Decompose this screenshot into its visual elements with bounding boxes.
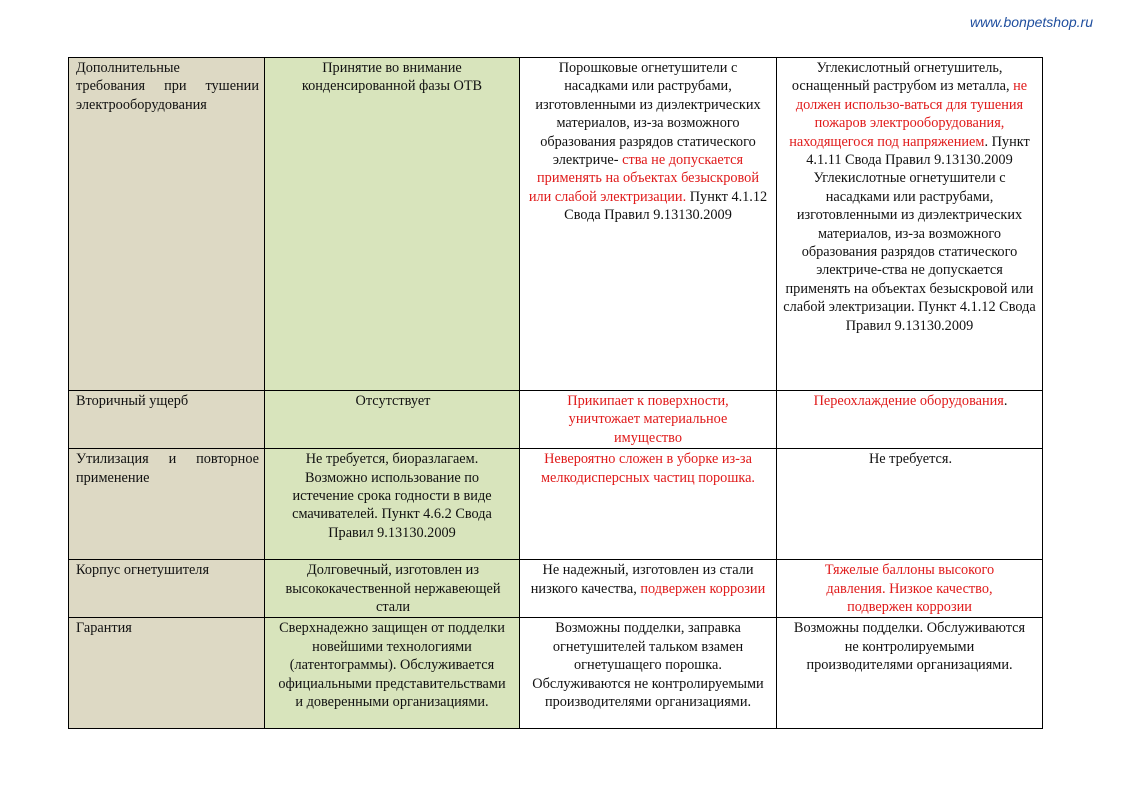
table-row bbox=[69, 618, 1043, 729]
cell-text: Возможны подделки, заправка огнетушителей тальком взамен огнетушащего порошка. Обслуживаются не контролируемыми производителями организациями. bbox=[532, 620, 764, 711]
cell-text: Не надежный, изготовлен из стали низкого качества, bbox=[530, 562, 754, 597]
cell-text-warning: Переохлаждение оборудования bbox=[813, 393, 1004, 409]
row-label-line: требования при тушении bbox=[76, 78, 259, 95]
cell-powder bbox=[520, 391, 777, 449]
cell-otv bbox=[265, 560, 520, 618]
row-label: Вторичный ущерб bbox=[76, 393, 189, 409]
cell-text: Принятие во внимание конденсированной фазы ОТВ bbox=[301, 60, 483, 95]
table-row bbox=[69, 391, 1043, 449]
cell-text: Долговечный, изготовлен из высококачественной нержавеющей стали bbox=[285, 562, 501, 616]
cell-text: Не требуется. bbox=[868, 451, 953, 468]
cell-text: Отсутствует bbox=[355, 393, 431, 409]
cell-text: . bbox=[984, 133, 989, 150]
cell-otv bbox=[265, 58, 520, 391]
row-label-cell bbox=[69, 449, 265, 560]
cell-text: . bbox=[1003, 393, 1008, 409]
cell-otv bbox=[265, 391, 520, 449]
cell-text-warning: не должен использо-ваться для тушения пожаров электрооборудования, находящегося под напряжением bbox=[789, 78, 1028, 150]
cell-text-warning: Прикипает к поверхности, уничтожает материальное имущество bbox=[567, 393, 729, 446]
cell-powder bbox=[520, 449, 777, 560]
cell-co2 bbox=[777, 449, 1043, 560]
cell-co2 bbox=[777, 618, 1043, 729]
cell-text: Сверхнадежно защищен от подделки новейшими технологиями (латентограммы). Обслуживается официальными представительствами и доверенными организациями. bbox=[278, 620, 506, 711]
row-label: Корпус огнетушителя bbox=[76, 562, 210, 579]
cell-text: Порошковые огнетушители с насадками или раструбами, изготовленными из диэлектрических материалов, из-за возможного образования разрядов статического электриче- bbox=[535, 60, 761, 169]
cell-text: Углекислотные огнетушители с насадками или раструбами, изготовленными из диэлектрических материалов, из-за возможного образования разрядов статического электриче-ства не допускается применять на объектах безыскровой или слабой электризации. Пункт 4.1.12 Свода Правил 9.13130.2009 bbox=[783, 170, 1036, 334]
row-label: Гарантия bbox=[76, 620, 132, 637]
row-label-line: применение bbox=[76, 469, 150, 486]
cell-text-warning: подвержен коррозии bbox=[640, 580, 766, 597]
cell-text: Не требуется, биоразлагаем. Возможно использование по истечение срока годности в виде смачивателей. Пункт 4.6.2 Свода Правил 9.13130.2009 bbox=[292, 451, 492, 541]
cell-otv bbox=[265, 449, 520, 560]
row-label-cell bbox=[69, 391, 265, 449]
cell-text-warning: Невероятно сложен в уборке из-за мелкодисперсных частиц порошка. bbox=[541, 451, 755, 486]
comparison-table bbox=[68, 57, 1043, 729]
cell-co2 bbox=[777, 391, 1043, 449]
site-url[interactable]: www.bonpetshop.ru bbox=[970, 14, 1093, 30]
cell-text: Возможны подделки. Обслуживаются не контролируемыми производителями организациями. bbox=[793, 620, 1026, 674]
cell-text-warning: Тяжелые баллоны высокого давления. Низкое качество, подвержен коррозии bbox=[824, 562, 995, 616]
row-label-line: Дополнительные bbox=[76, 60, 180, 76]
cell-text-warning: ства не допускается применять на объектах безыскровой или слабой электризации. bbox=[528, 152, 759, 205]
row-label-cell bbox=[69, 58, 265, 391]
cell-powder bbox=[520, 58, 777, 391]
cell-powder bbox=[520, 560, 777, 618]
cell-powder bbox=[520, 618, 777, 729]
table-row bbox=[69, 449, 1043, 560]
cell-otv bbox=[265, 618, 520, 729]
table-row bbox=[69, 58, 1043, 391]
cell-co2 bbox=[777, 560, 1043, 618]
table-row bbox=[69, 560, 1043, 618]
row-label-line: электрооборудования bbox=[76, 96, 207, 113]
row-label-cell bbox=[69, 618, 265, 729]
cell-text: Пункт 4.1.11 Свода Правил 9.13130.2009 bbox=[806, 133, 1030, 169]
row-label-line: Утилизация и повторное bbox=[76, 451, 259, 468]
row-label-cell bbox=[69, 560, 265, 618]
cell-text: Углекислотный огнетушитель, оснащенный раструбом из металла, bbox=[791, 60, 1010, 95]
cell-text: Пункт 4.1.12 Свода Правил 9.13130.2009 bbox=[564, 188, 768, 224]
cell-co2 bbox=[777, 58, 1043, 391]
